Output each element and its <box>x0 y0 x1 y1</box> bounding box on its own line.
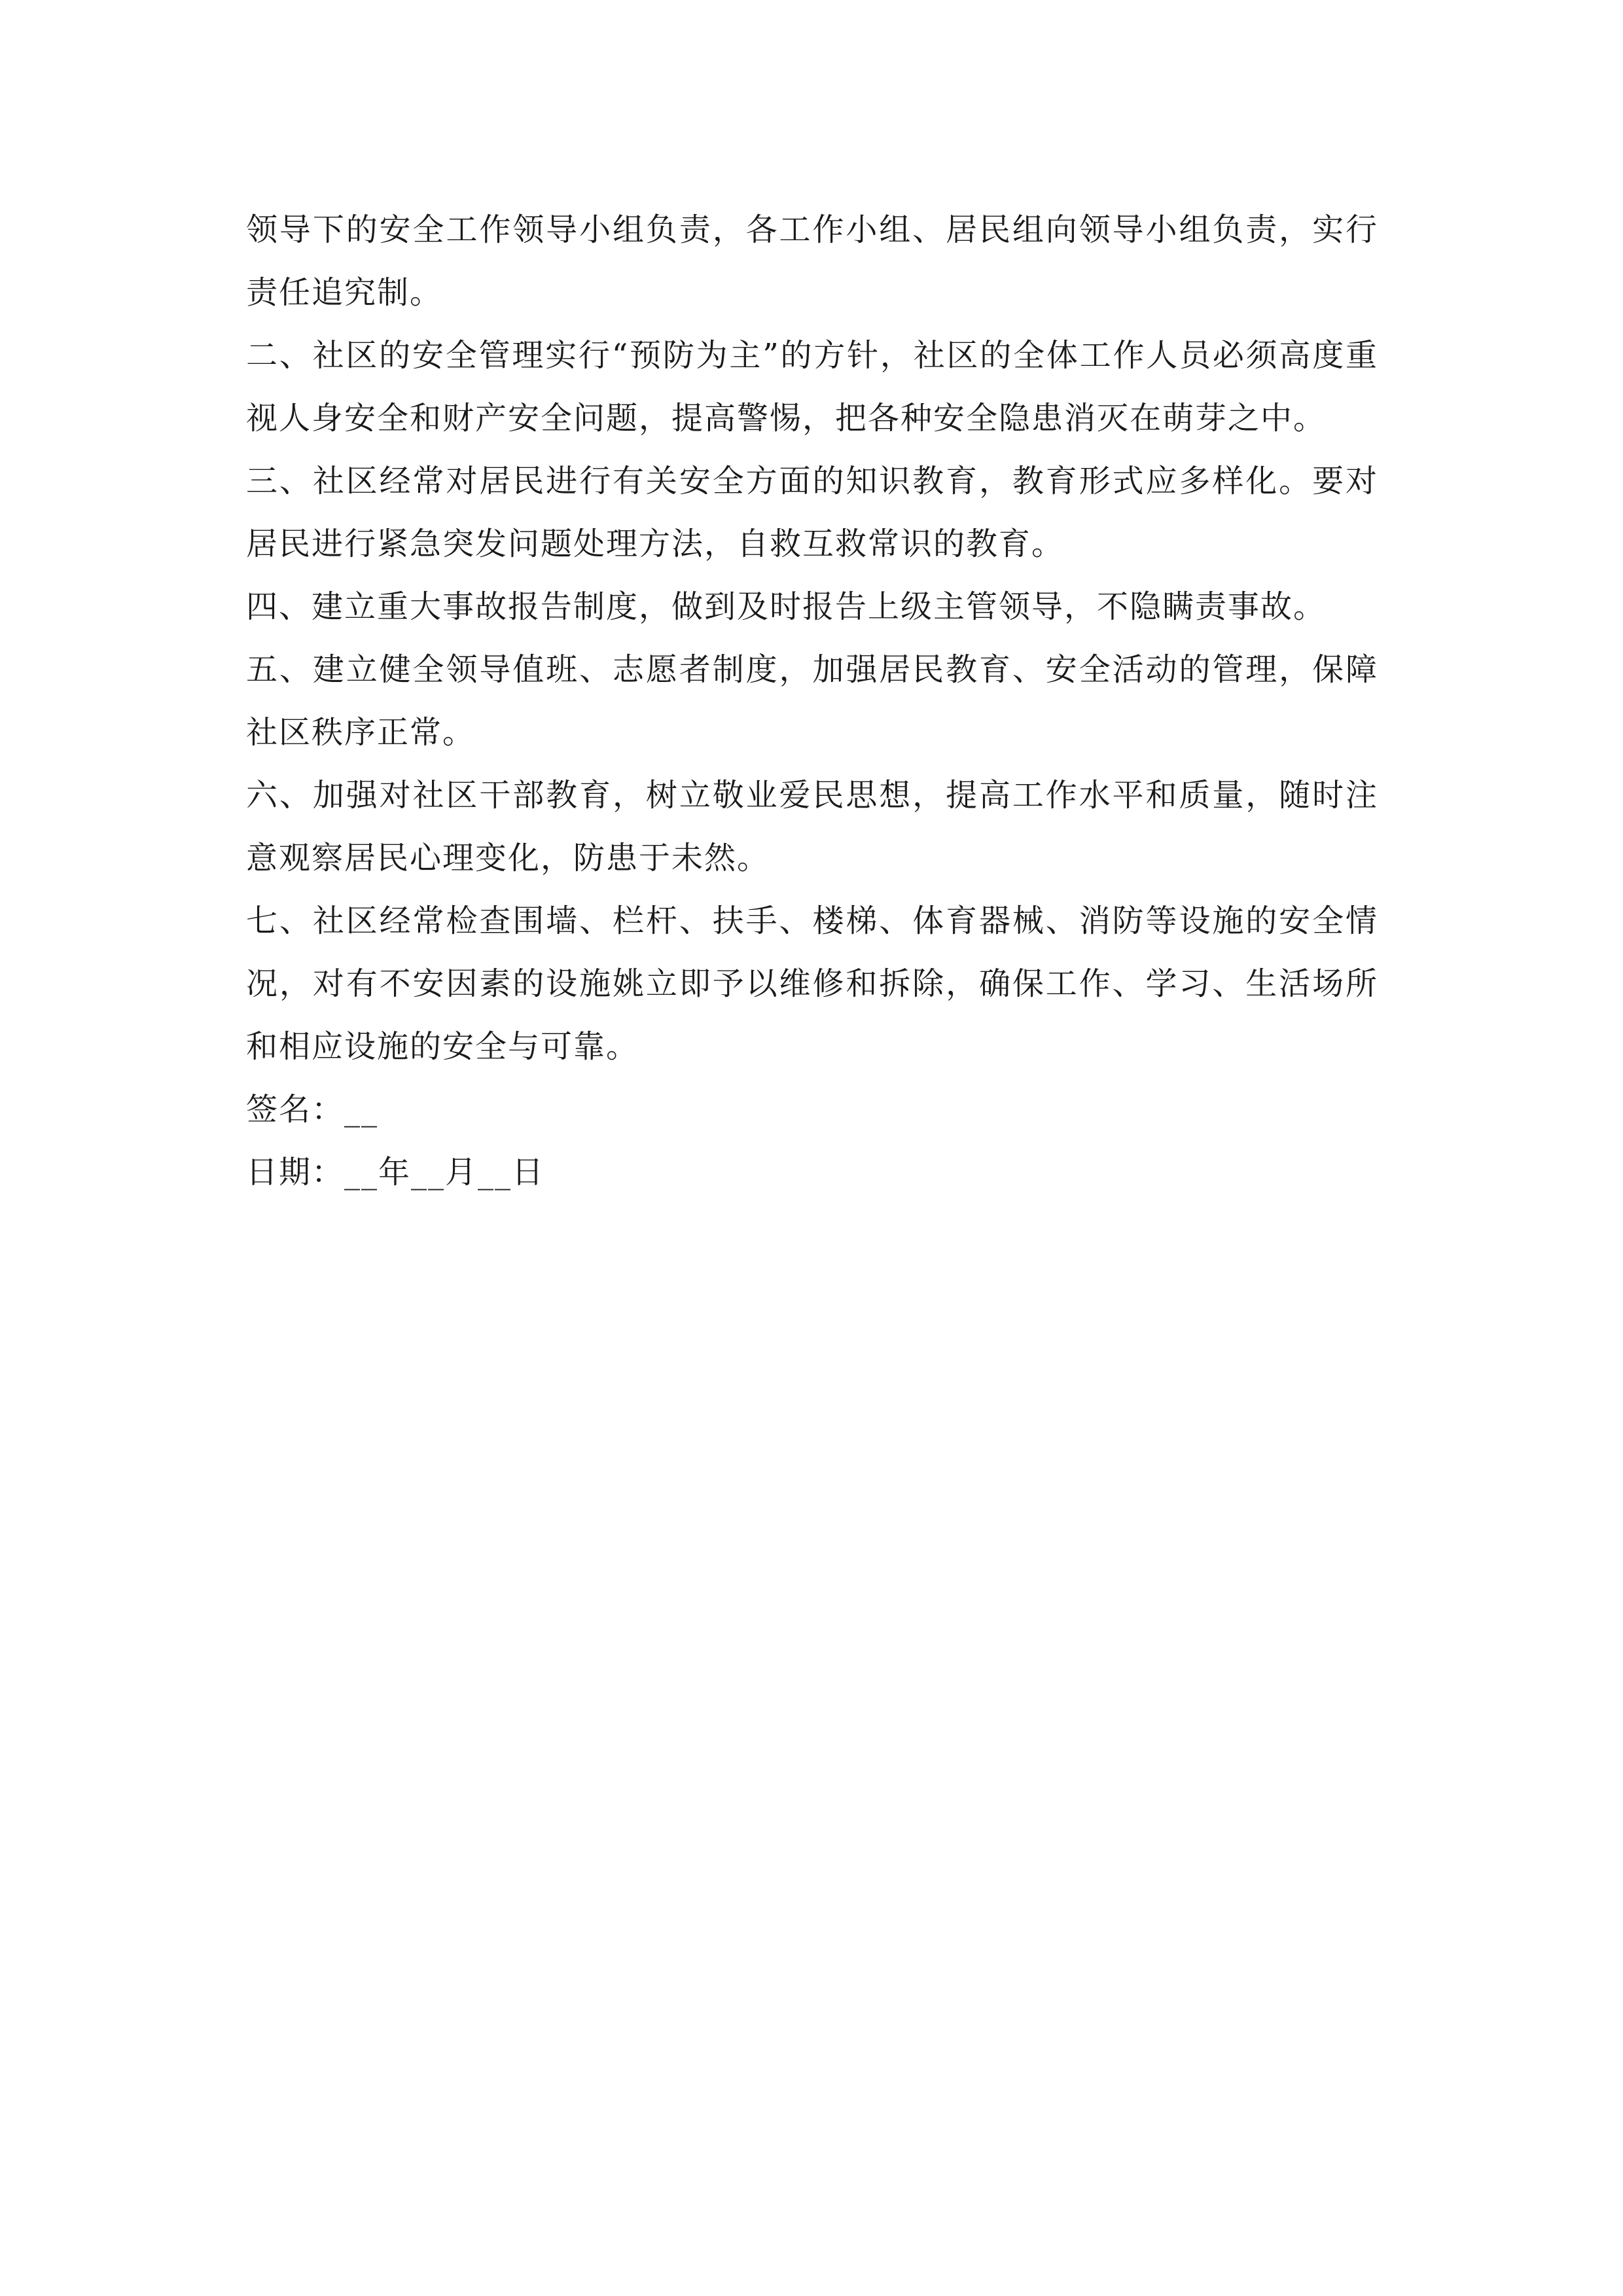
paragraph-continuation: 领导下的安全工作领导小组负责，各工作小组、居民组向领导小组负责，实行责任追究制。 <box>246 211 1378 311</box>
paragraph-item-6: 六、加强对社区干部教育，树立敬业爱民思想，提高工作水平和质量，随时注意观察居民心理变化，防患于未然。 <box>246 777 1378 876</box>
paragraph-item-7: 七、社区经常检查围墙、栏杆、扶手、楼梯、体育器械、消防等设施的安全情况，对有不安因素的设施姚立即予以维修和拆除，确保工作、学习、生活场所和相应设施的安全与可靠。 <box>246 903 1378 1065</box>
paragraph-item-3: 三、社区经常对居民进行有关安全方面的知识教育，教育形式应多样化。要对居民进行紧急突发问题处理方法，自救互救常识的教育。 <box>246 463 1378 562</box>
document-body <box>246 198 1378 1204</box>
paragraph-item-4: 四、建立重大事故报告制度，做到及时报告上级主管领导，不隐瞒责事故。 <box>246 588 1327 625</box>
signature-line: 签名：__ <box>246 1091 379 1128</box>
date-line: 日期：__年__月__日 <box>246 1154 545 1191</box>
paragraph-item-5: 五、建立健全领导值班、志愿者制度，加强居民教育、安全活动的管理，保障社区秩序正常。 <box>246 651 1378 751</box>
paragraph-item-2: 二、社区的安全管理实行“预防为主”的方针，社区的全体工作人员必须高度重视人身安全和财产安全问题，提高警惕，把各种安全隐患消灭在萌芽之中。 <box>246 337 1378 437</box>
